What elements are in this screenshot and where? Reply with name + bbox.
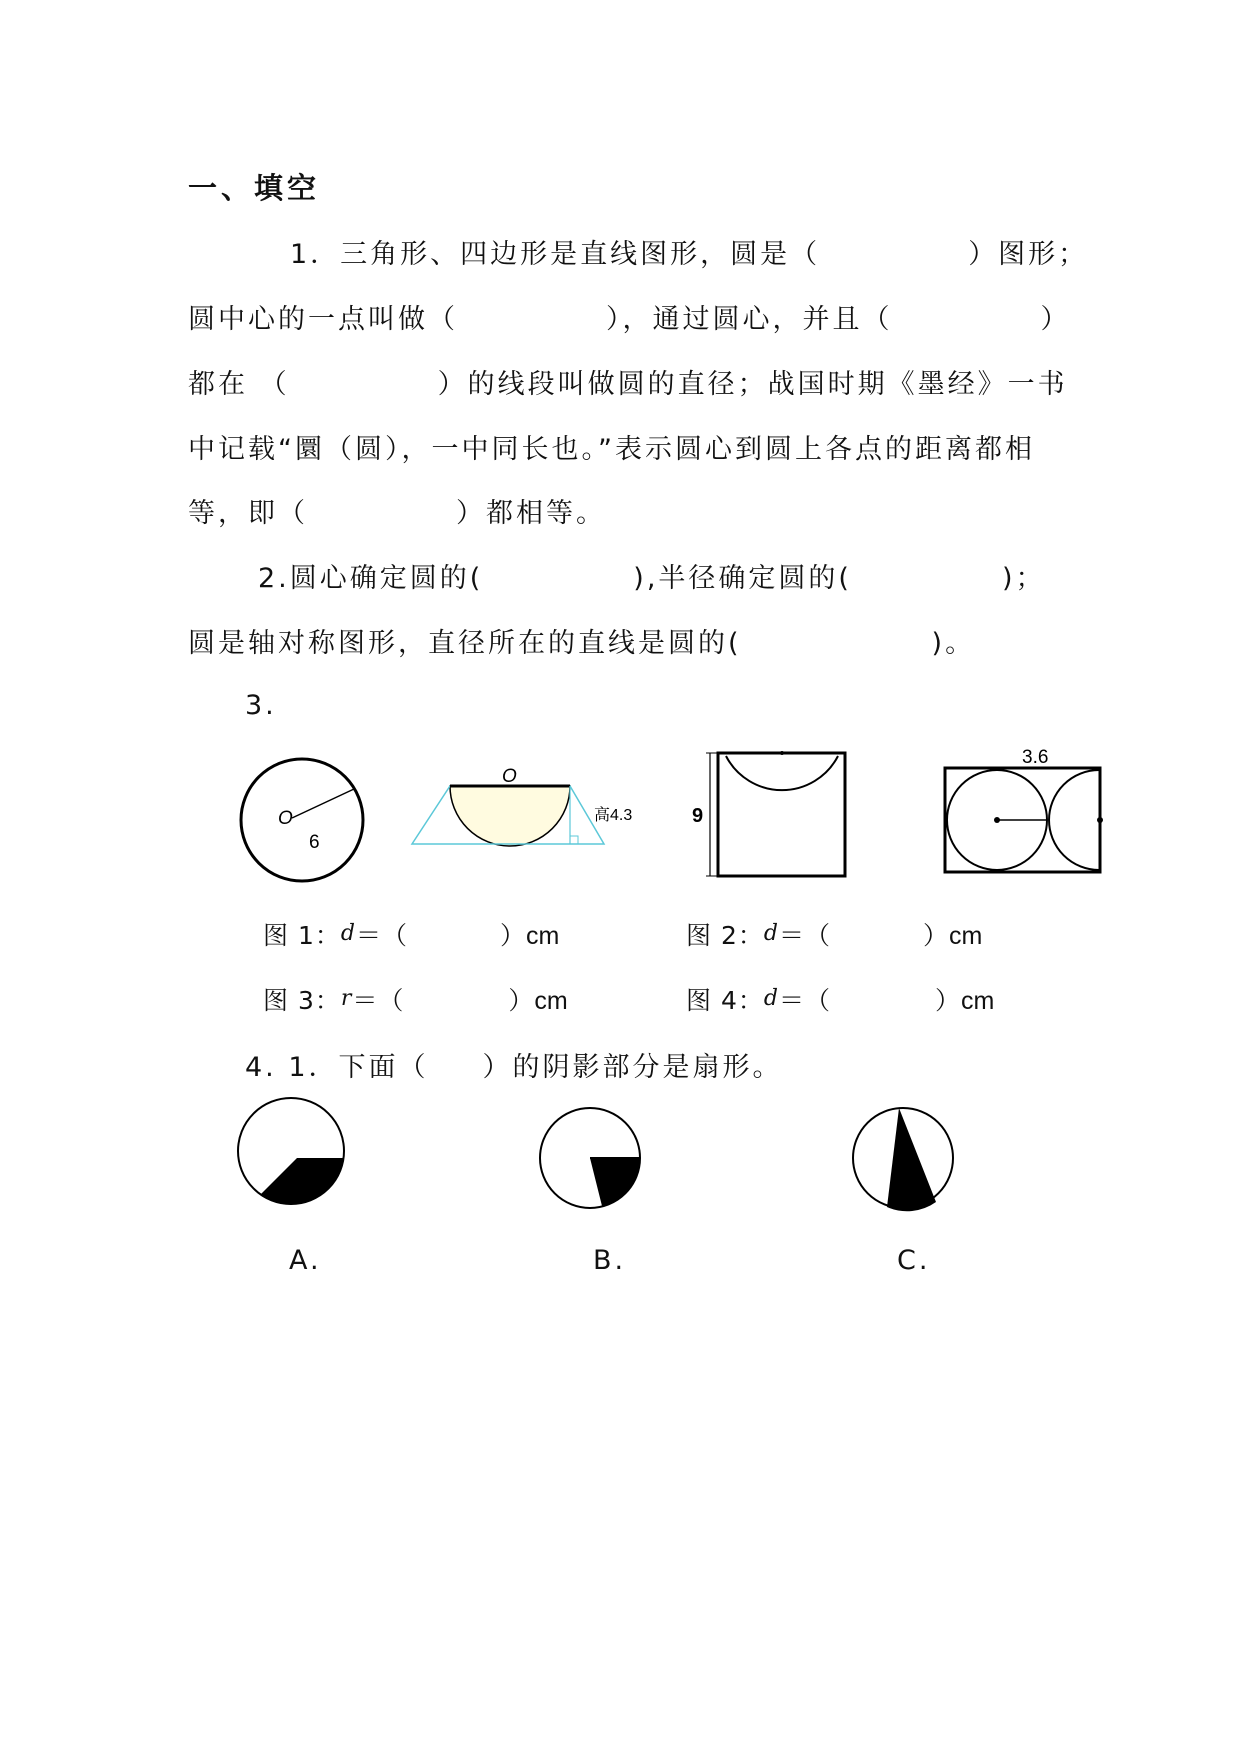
fig3-answer — [263, 981, 568, 1017]
q1-line-2-part-b: ），通过圆心，并且（ — [606, 304, 893, 335]
fig2-height-label: 高4.3 — [594, 807, 633, 824]
fig4-answer-close: ） — [934, 986, 961, 1015]
q2-line-1 — [258, 556, 1046, 595]
fig4-answer-prefix: 图 4： — [686, 986, 764, 1015]
fig3-side-label: 9 — [692, 805, 704, 827]
q1-line-2-part-c: ） — [1040, 304, 1071, 335]
q1-line-2 — [188, 297, 1071, 336]
fig2-answer-eq: ＝（ — [778, 921, 831, 950]
option-a-label[interactable]: A. — [289, 1245, 322, 1276]
fig2-answer — [686, 916, 982, 952]
q1-line-5 — [188, 491, 606, 530]
q2-line-2-part-b: )。 — [931, 628, 976, 659]
figure-2-trapezoid — [408, 768, 648, 878]
q1-line-5-part-b: ）都相等。 — [456, 498, 606, 529]
option-c-label[interactable]: C. — [897, 1245, 931, 1276]
q4-line-part-b: ）的阴影部分是扇形。 — [482, 1052, 783, 1083]
option-a-circle — [236, 1096, 356, 1216]
q4-line-part-a: 4. 1．下面（ — [245, 1052, 429, 1083]
fig1-answer — [263, 916, 559, 952]
fig1-answer-eq: ＝（ — [355, 921, 408, 950]
q1-line-1 — [290, 232, 1088, 271]
figure-1-circle — [236, 756, 376, 896]
q1-line-3-part-a: 都在 （ — [188, 369, 290, 400]
q1-line-5-part-a: 等，即（ — [188, 498, 308, 529]
figure-3-square — [686, 744, 866, 884]
fig2-answer-close: ） — [922, 921, 949, 950]
q2-line-1-part-c: )； — [1001, 563, 1046, 594]
q1-line-3-part-b: ）的线段叫做圆的直径；战国时期《墨经》一书 — [437, 369, 1068, 400]
fig4-answer-eq: ＝（ — [778, 986, 831, 1015]
fig4-width-label: 3.6 — [1022, 747, 1049, 768]
fig3-answer-prefix: 图 3： — [263, 986, 341, 1015]
fig2-center-label: O — [502, 766, 517, 787]
fig1-answer-var: d — [340, 921, 356, 946]
q1-line-1-part-b: ）图形； — [968, 239, 1089, 270]
fig1-center-label: O — [278, 808, 293, 829]
option-c-circle — [852, 1106, 972, 1226]
fig2-answer-prefix: 图 2： — [686, 921, 764, 950]
fig1-radius-label: 6 — [309, 832, 320, 853]
fig4-answer-var: d — [763, 986, 779, 1011]
q1-line-2-part-a: 圆中心的一点叫做（ — [188, 304, 458, 335]
fig1-answer-close: ） — [499, 921, 526, 950]
fig3-answer-eq: ＝（ — [352, 986, 405, 1015]
fig1-answer-unit: cm — [525, 922, 560, 950]
fig3-answer-unit: cm — [534, 987, 568, 1015]
fig4-answer-unit: cm — [960, 987, 995, 1015]
fig3-answer-close: ） — [508, 986, 535, 1015]
q2-line-2 — [188, 621, 975, 660]
q3-number: 3. — [245, 690, 277, 721]
section-title: 一、填空 — [188, 171, 321, 205]
fig2-answer-unit: cm — [948, 922, 983, 950]
option-b-circle — [538, 1106, 658, 1226]
figure-4-rectangle — [940, 747, 1120, 890]
option-b-label[interactable]: B. — [593, 1245, 627, 1276]
fig2-answer-var: d — [763, 921, 779, 946]
q2-line-1-part-b: ),半径确定圆的( — [633, 563, 852, 594]
q1-line-3 — [188, 362, 1068, 401]
fig1-answer-prefix: 图 1： — [263, 921, 341, 950]
fig4-answer — [686, 981, 994, 1017]
q2-line-1-part-a: 2.圆心确定圆的( — [258, 563, 484, 594]
q4-line — [245, 1045, 783, 1084]
fig3-answer-var: r — [340, 986, 353, 1011]
q1-line-1-part-a: 1．三角形、四边形是直线图形，圆是（ — [290, 239, 821, 270]
q2-line-2-part-a: 圆是轴对称图形，直径所在的直线是圆的( — [188, 628, 742, 659]
q1-line-4: 中记载“圜（圆），一中同长也。”表示圆心到圆上各点的距离都相 — [188, 434, 1035, 465]
